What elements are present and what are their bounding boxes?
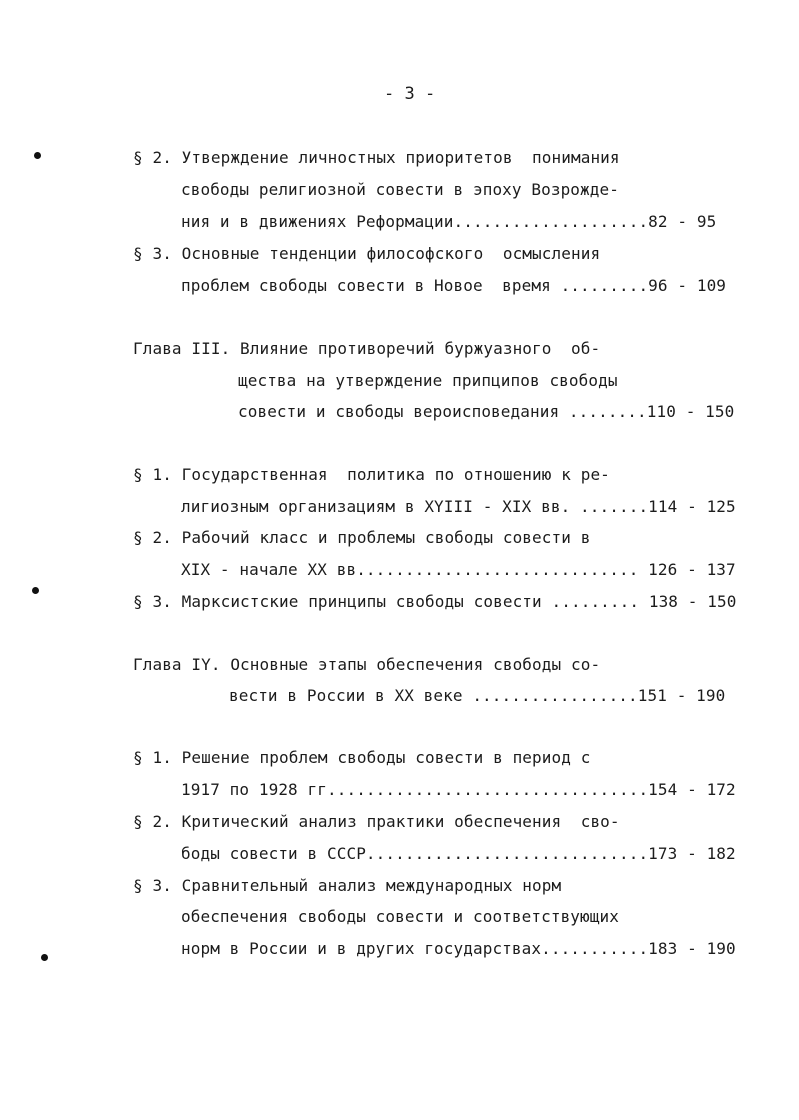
toc-ch4-s1-line1: § 1. Решение проблем свободы совести в период с: [133, 748, 591, 767]
toc-chapter-3-line3: совести и свободы вероисповедания ........110 - 150: [238, 402, 735, 421]
toc-chapter-4-line1: Глава IY. Основные этапы обеспечения свободы со-: [133, 655, 601, 674]
toc-ch3-s1-line2: лигиозным организациям в XYIII - XIX вв. .......114 - 125: [181, 497, 736, 516]
binding-hole-mark: [34, 152, 41, 159]
toc-ch3-s2-line2: XIX - начале XX вв............................. 126 - 137: [181, 560, 736, 579]
toc-entry-s2-line2: свободы религиозной совести в эпоху Возрожде-: [181, 180, 619, 199]
toc-ch3-s3-line1: § 3. Марксистские принципы свободы совести ......... 138 - 150: [133, 592, 737, 611]
toc-ch4-s3-line3: норм в России и в других государствах...........183 - 190: [181, 939, 736, 958]
binding-hole-mark: [32, 587, 39, 594]
toc-entry-s2-line1: § 2. Утверждение личностных приоритетов понимания: [133, 148, 620, 167]
binding-hole-mark: [41, 954, 48, 961]
toc-chapter-4-line2: вести в России в XX веке .................151 - 190: [229, 686, 726, 705]
toc-ch3-s1-line1: § 1. Государственная политика по отношению к ре-: [133, 465, 610, 484]
toc-ch4-s2-line2: боды совести в СССР.............................173 - 182: [181, 844, 736, 863]
toc-ch3-s2-line1: § 2. Рабочий класс и проблемы свободы совести в: [133, 528, 591, 547]
toc-ch4-s2-line1: § 2. Критический анализ практики обеспечения сво-: [133, 812, 620, 831]
toc-entry-s2-line3: ния и в движениях Реформации....................82 - 95: [181, 212, 717, 231]
toc-entry-s3-line1: § 3. Основные тенденции философского осмысления: [133, 244, 601, 263]
toc-chapter-3-line1: Глава III. Влияние противоречий буржуазного об-: [133, 339, 601, 358]
toc-ch4-s3-line2: обеспечения свободы совести и соответствующих: [181, 907, 619, 926]
toc-ch4-s1-line2: 1917 по 1928 гг.................................154 - 172: [181, 780, 736, 799]
toc-ch4-s3-line1: § 3. Сравнительный анализ международных норм: [133, 876, 562, 895]
toc-entry-s3-line2: проблем свободы совести в Новое время .........96 - 109: [181, 276, 727, 295]
page-number: - 3 -: [384, 84, 436, 104]
toc-chapter-3-line2: щества на утверждение припципов свободы: [238, 371, 618, 390]
